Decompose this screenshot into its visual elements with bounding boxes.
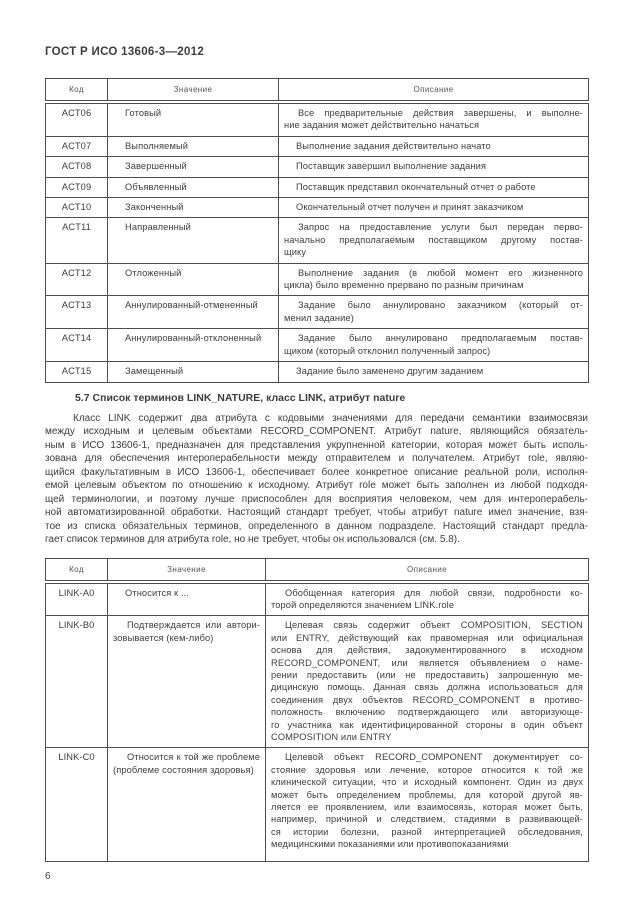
cell-line: Поставщик завершил выполнение задания: [296, 161, 487, 172]
cell-line: Целевой объект RECORD_COMPONENT документирует со-: [285, 752, 583, 763]
cell-line: LINK-C0: [58, 752, 95, 763]
cell-description: [266, 582, 589, 616]
cell-line: LINK-A0: [58, 587, 95, 598]
cell-description: [279, 177, 589, 197]
column-header: Значение: [108, 558, 266, 582]
cell-code: [46, 329, 108, 362]
column-header: Код: [46, 558, 108, 582]
paragraph-line: тое из списка обязательных терминов, определенного в данном подразделе. Настоящий стандарт предла-: [45, 520, 588, 532]
paragraph-line: ной автоматизированной обработки. Настоящий стандарт требует, чтобы атрибут nature имел значение, взя-: [45, 507, 588, 518]
cell-value: [108, 177, 279, 197]
cell-line: зовывается (кем-либо): [113, 632, 214, 643]
cell-line: стояние здоровья или лечение, которое относится к той же: [271, 764, 583, 775]
cell-description: [266, 748, 589, 861]
cell-line: ся истории болезни, разной интерпретацией обследования,: [271, 826, 583, 837]
table-row: [46, 748, 589, 861]
link-nature-table: [45, 558, 589, 862]
cell-line: RECORD_COMPONENT, или является объявлением о наме-: [271, 657, 583, 668]
cell-code: [46, 748, 108, 861]
cell-line: Задание было аннулировано предполагаемым постав-: [298, 333, 583, 344]
cell-value: [108, 616, 266, 748]
cell-line: ACT08: [61, 161, 92, 172]
cell-description: [266, 616, 589, 748]
cell-value: [108, 362, 279, 382]
paragraph-line: Класс LINK содержит два атрибута с кодовыми значениями для передачи семантики взаимосвязи: [73, 412, 588, 424]
cell-line: Замещенный: [125, 366, 184, 377]
paragraph-line: ным в ИСО 13606-1, предназначен для представления укрупненной категории, которая может быть исполь-: [45, 439, 588, 451]
cell-line: Аннулированный-отмененный: [125, 300, 258, 311]
cell-line: го участника как идентифицированной стороны в один объект: [271, 719, 583, 730]
cell-line: COMPOSITION или ENTRY: [271, 731, 392, 742]
cell-description: [279, 102, 589, 136]
page-number: 6: [45, 870, 51, 882]
cell-line: ляется ее проявлением, или взаимосвязь, которая может быть,: [271, 802, 583, 812]
cell-description: [279, 263, 589, 296]
cell-description: [279, 136, 589, 156]
cell-line: Обобщенная категория для любой связи, подробности ко-: [285, 587, 583, 598]
cell-line: щику: [284, 247, 307, 258]
cell-line: Законченный: [125, 202, 184, 213]
cell-line: Аннулированный-отклоненный: [125, 333, 262, 344]
doc-header-title: ГОСТ Р ИСО 13606-3—2012: [45, 46, 205, 58]
cell-line: может быть определением проблемы, для которой другой яв-: [271, 789, 583, 800]
cell-line: ние задания может действительно начаться: [284, 120, 480, 131]
cell-line: Относится к ...: [125, 587, 189, 598]
cell-code: [46, 296, 108, 329]
cell-line: рении предоставить (или не предоставить) запрошенную ме-: [271, 669, 583, 680]
cell-value: [108, 748, 266, 861]
cell-code: [46, 157, 108, 177]
cell-line: Выполнение задания (в любой момент его жизненного: [298, 267, 583, 278]
cell-line: цикла) было временно прервано по разным причинам: [284, 280, 524, 291]
column-header: Значение: [108, 79, 279, 103]
table-row: [46, 218, 589, 263]
section-paragraph: [45, 412, 588, 547]
cell-code: [46, 102, 108, 136]
cell-line: Задание было заменено другим заданием: [296, 366, 484, 377]
cell-line: Выполнение задания действительно начато: [296, 140, 491, 151]
table-row: [46, 329, 589, 362]
cell-line: Выполняемый: [125, 140, 189, 151]
cell-line: Окончательный отчет получен и принят заказчиком: [296, 202, 524, 213]
cell-line: или ENTRY, действующий как правомерная или официальная: [271, 632, 583, 643]
cell-line: Задание было аннулировано заказчиком (который от-: [298, 300, 583, 311]
cell-value: [108, 136, 279, 156]
cell-code: [46, 616, 108, 748]
cell-line: ACT12: [61, 267, 92, 278]
cell-description: [279, 329, 589, 362]
cell-line: ACT14: [61, 333, 92, 344]
cell-line: клинической ситуации, что и исходный компонент. Один из двух: [271, 777, 583, 788]
cell-line: Подтверждается или автори-: [127, 620, 260, 631]
cell-line: Готовый: [125, 108, 162, 118]
cell-line: ACT09: [61, 181, 92, 192]
cell-code: [46, 218, 108, 263]
cell-value: [108, 296, 279, 329]
cell-value: [108, 157, 279, 177]
cell-code: [46, 362, 108, 382]
cell-line: ACT15: [61, 366, 92, 377]
act-status-table: [45, 78, 589, 383]
table-row: [46, 177, 589, 197]
paragraph-line: щей терминологии, и поэтому лучше приспособлен для восприятия человеком, чем для интероперабель-: [45, 493, 588, 505]
cell-line: положность включению подтверждающего или авторизующе-: [271, 707, 583, 718]
table-header-row: [46, 558, 589, 582]
cell-value: [108, 263, 279, 296]
paragraph-line: емой целевым объектом по отношению к исходному. Атрибут role может быть заполнен из любой подходя-: [45, 480, 588, 491]
cell-line: ACT13: [61, 300, 92, 311]
column-header: Описание: [279, 79, 589, 103]
cell-line: ACT10: [61, 202, 92, 213]
cell-description: [279, 198, 589, 218]
cell-line: Направленный: [125, 222, 191, 233]
cell-line: дицинскую помощь. Данная связь должна использоваться для: [271, 682, 583, 693]
paragraph-line: гает список терминов для атрибута role, но не требует, чтобы он использовался (см. 5.8).: [45, 534, 460, 545]
table-row: [46, 102, 589, 136]
table-row: [46, 362, 589, 382]
cell-line: Завершенный: [125, 161, 187, 172]
cell-line: ACT11: [62, 222, 91, 233]
cell-line: щиком (который отклонил полученный запрос): [284, 345, 491, 356]
paragraph-line: зована для обеспечения интероперабельности между отправителем и получателем. Атрибут role, являю-: [45, 453, 588, 464]
paragraph-line: между исходным и целевым объектами RECORD_COMPONENT. Атрибут nature, являющийся обязатель-: [45, 426, 588, 437]
cell-line: медицинскими показаниями или противопоказаниями: [271, 839, 509, 850]
cell-line: менил задание): [284, 312, 354, 323]
cell-line: соединения двух объектов RECORD_COMPONENT в противо-: [271, 694, 583, 705]
table-row: [46, 263, 589, 296]
cell-line: Отложенный: [125, 267, 182, 278]
table-row: [46, 157, 589, 177]
table-row: [46, 136, 589, 156]
cell-description: [279, 296, 589, 329]
cell-description: [279, 157, 589, 177]
cell-line: Все предварительные действия завершены, и выполне-: [298, 108, 583, 118]
column-header: Описание: [266, 558, 589, 582]
cell-code: [46, 136, 108, 156]
cell-value: [108, 218, 279, 263]
table-header-row: [46, 79, 589, 103]
cell-line: (проблеме состояния здоровья): [113, 764, 254, 775]
cell-code: [46, 198, 108, 218]
cell-line: Целевая связь содержит объект COMPOSITION, SECTION: [285, 620, 583, 631]
cell-description: [279, 362, 589, 382]
cell-line: основа для действия, задокументированного в исходном: [271, 645, 583, 656]
cell-code: [46, 177, 108, 197]
table-row: [46, 616, 589, 748]
cell-line: LINK-B0: [58, 620, 95, 631]
cell-line: торой определяются значением LINK.role: [271, 599, 455, 610]
cell-value: [108, 102, 279, 136]
cell-line: ACT07: [61, 140, 92, 151]
cell-line: ACT06: [61, 108, 92, 118]
cell-line: начально предполагаемым поставщиком другому постав-: [284, 234, 583, 245]
cell-line: Запрос на предоставление услуги был передан перво-: [298, 222, 583, 233]
column-header: Код: [46, 79, 108, 103]
cell-value: [108, 198, 279, 218]
paragraph-line: щийся факультативным в ИСО 13606-1, обеспечивает более конкретное описание реальной роли, исполня-: [45, 466, 588, 478]
cell-line: Объявленный: [125, 181, 187, 192]
cell-line: Поставщик представил окончательный отчет о работе: [296, 181, 536, 192]
cell-code: [46, 263, 108, 296]
cell-code: [46, 582, 108, 616]
cell-line: например, причиной и следствием, стадиями в развивающей-: [271, 814, 583, 825]
cell-description: [279, 218, 589, 263]
cell-line: Относится к той же проблеме: [127, 752, 260, 763]
cell-value: [108, 329, 279, 362]
table-row: [46, 296, 589, 329]
section-heading: 5.7 Список терминов LINK_NATURE, класс LINK, атрибут nature: [75, 391, 406, 404]
table-row: [46, 582, 589, 616]
cell-value: [108, 582, 266, 616]
table-row: [46, 198, 589, 218]
